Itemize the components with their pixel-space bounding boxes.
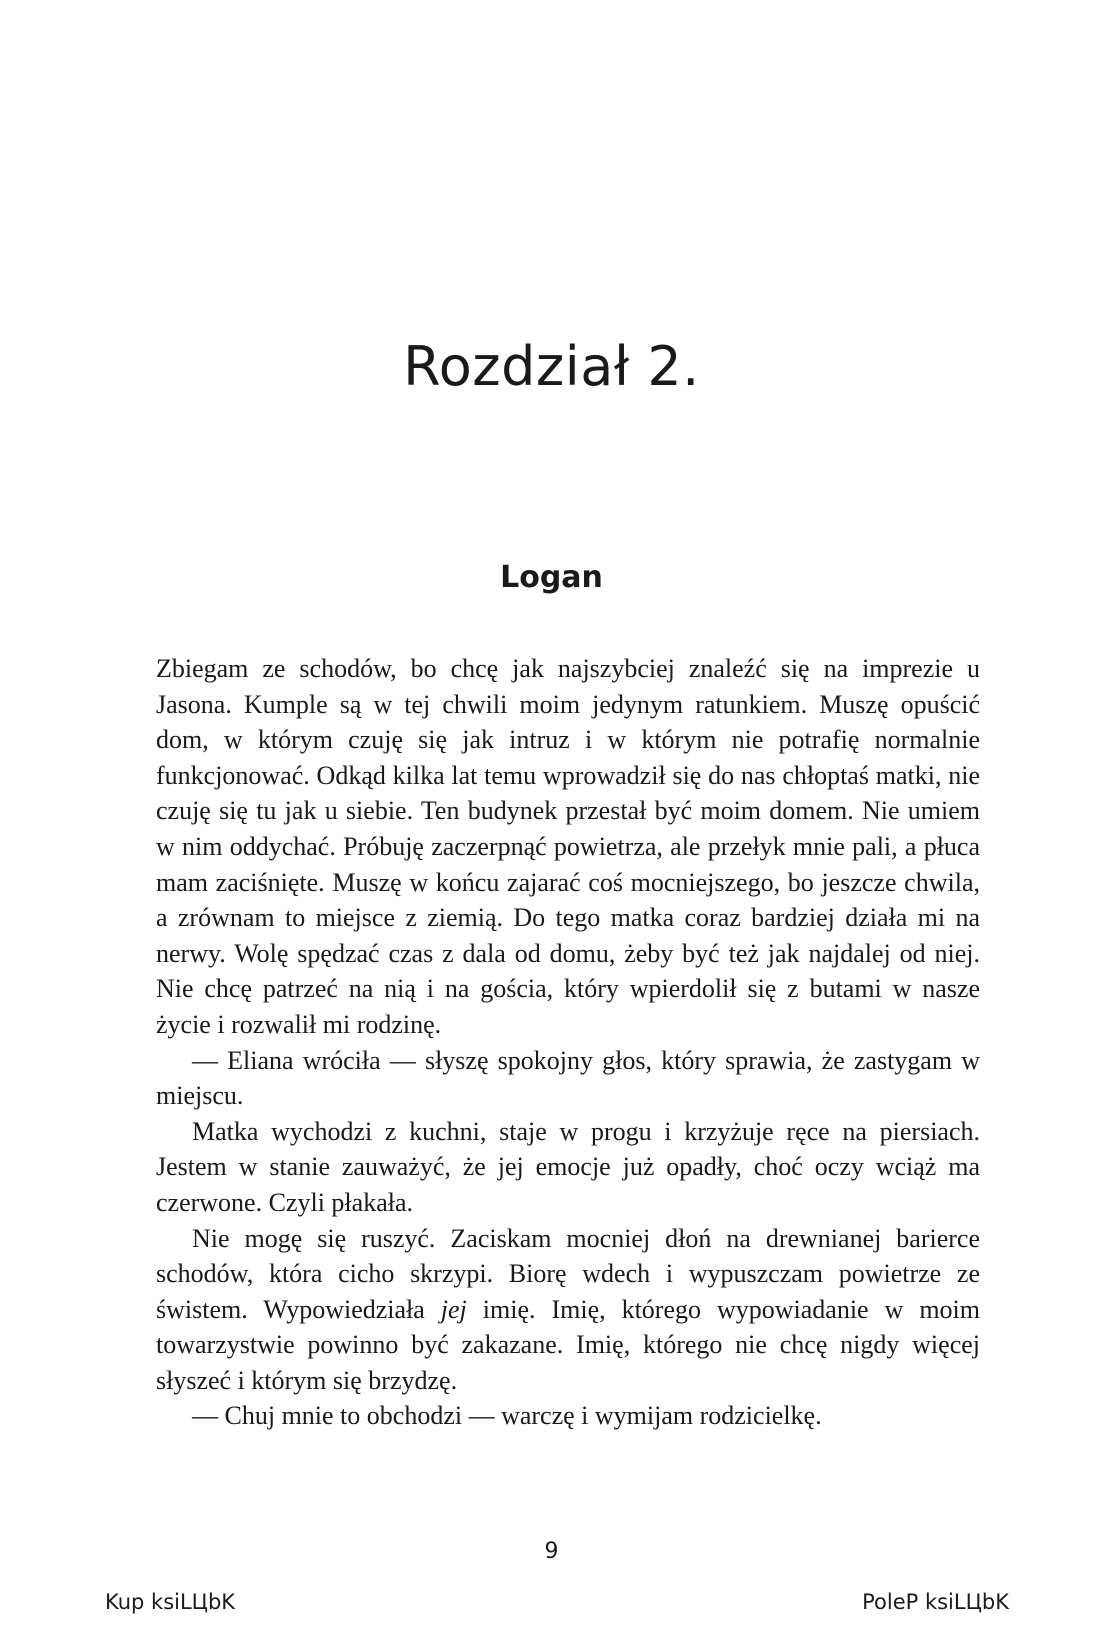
page-number: 9 [544, 1539, 559, 1564]
paragraph-1 [156, 651, 980, 1043]
paragraph-5-text: — Chuj mnie to obchodzi — warczę i wymijam rodzicielkę. [192, 1401, 822, 1431]
paragraph-4-emphasis: jej [440, 1294, 467, 1324]
narrator-heading: Logan [500, 560, 603, 595]
footer-recommend-book-link[interactable]: PoleP ksiLЦbK [862, 1590, 1009, 1614]
paragraph-4-text-end: imię. Imię, którego wypowiadanie w moim towarzystwie powinno być zakazane. Imię, którego nie chcę nigdy więcej słyszeć i którym się brzydzę. [156, 1294, 980, 1395]
chapter-title: Rozdział 2. [403, 335, 700, 398]
chapter-body [156, 651, 980, 1434]
paragraph-2-text: — Eliana wróciła — słyszę spokojny głos, który sprawia, że zastygam w miejscu. [156, 1045, 980, 1111]
paragraph-1-text: Zbiegam ze schodów, bo chcę jak najszybciej znaleźć się na imprezie u Jasona. Kumple są w tej chwili moim jedynym ratunkiem. Muszę opuścić dom, w którym czuję się jak intruz i w którym nie potrafię normalnie funkcjonować. Odkąd kilka lat temu wprowadził się do nas chłoptaś matki, nie czuję się tu jak u siebie. Ten budynek przestał być moim domem. Nie umiem w nim oddychać. Próbuję zaczerpnąć powietrza, ale przełyk mnie pali, a płuca mam zaciśnięte. Muszę w końcu zajarać coś mocniejszego, bo jeszcze chwila, a zrównam to miejsce z ziemią. Do tego matka coraz bardziej działa mi na nerwy. Wolę spędzać czas z dala od domu, żeby być też jak najdalej od niej. Nie chcę patrzeć na nią i na gościa, który wpierdolił się z butami w nasze życie i rozwalił mi rodzinę. [156, 654, 980, 1039]
paragraph-3-text: Matka wychodzi z kuchni, staje w progu i krzyżuje ręce na piersiach. Jestem w stanie zauważyć, że jej emocje już opadły, choć oczy wciąż ma czerwone. Czyli płakała. [156, 1116, 980, 1217]
paragraph-5-dialogue [156, 1398, 980, 1434]
footer-buy-book-link[interactable]: Kup ksiLЦbK [105, 1590, 236, 1614]
paragraph-3 [156, 1114, 980, 1221]
paragraph-4 [156, 1221, 980, 1399]
paragraph-2-dialogue [156, 1043, 980, 1114]
paragraph-4-text-start: Nie mogę się ruszyć. Zaciskam mocniej dłoń na drewnianej barierce schodów, która cicho skrzypi. Biorę wdech i wypuszczam powietrze ze świstem. Wypowiedziała [156, 1223, 980, 1324]
